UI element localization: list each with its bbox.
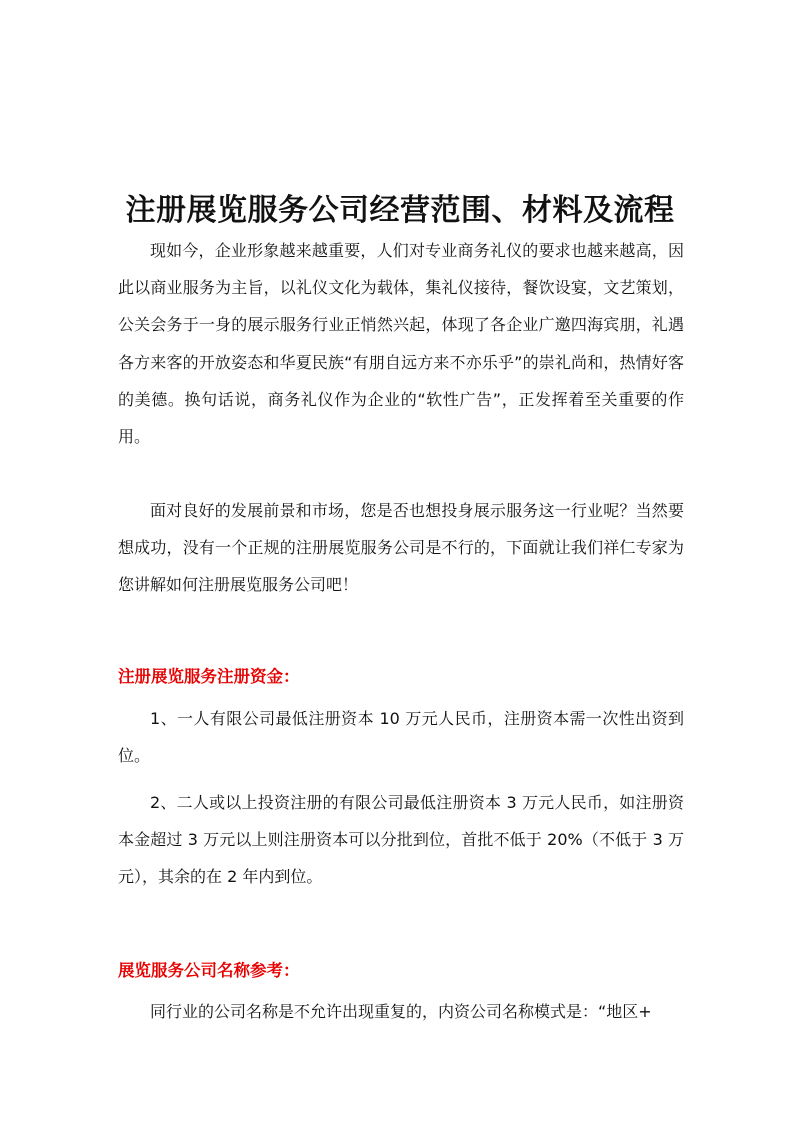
company-name-paragraph: 同行业的公司名称是不允许出现重复的，内资公司名称模式是：“地区+: [150, 1002, 652, 1021]
section-heading-company-name: 展览服务公司名称参考：: [118, 961, 300, 980]
document-title: 注册展览服务公司经营范围、材料及流程: [125, 193, 675, 229]
intro-paragraph-2: 面对良好的发展前景和市场，您是否也想投身展示服务这一行业呢？当然要想成功，没有一个正规的注册展览服务公司是不行的，下面就让我们祥仁专家为您讲解如何注册展览服务公司吧！: [118, 501, 684, 595]
capital-item-2: 2、二人或以上投资注册的有限公司最低注册资本 3 万元人民币，如注册资本金超过 3 万元以上则注册资本可以分批到位，首批不低于 20%（不低于 3 万元），其余的在 2 年内到位。: [118, 793, 684, 887]
intro-paragraph-1: 现如今，企业形象越来越重要，人们对专业商务礼仪的要求也越来越高，因此以商业服务为主旨，以礼仪文化为载体，集礼仪接待，餐饮设宴，文艺策划，公关会务于一身的展示服务行业正悄然兴起，体现了各企业广邀四海宾朋，礼遇各方来客的开放姿态和华夏民族“有朋自远方来不亦乐乎”的崇礼尚和，热情好客的美德。换句话说，商务礼仪作为企业的“软性广告”，正发挥着至关重要的作用。: [118, 241, 684, 447]
section-heading-registered-capital: 注册展览服务注册资金：: [118, 667, 300, 686]
capital-item-1: 1、一人有限公司最低注册资本 10 万元人民币，注册资本需一次性出资到位。: [118, 709, 684, 766]
